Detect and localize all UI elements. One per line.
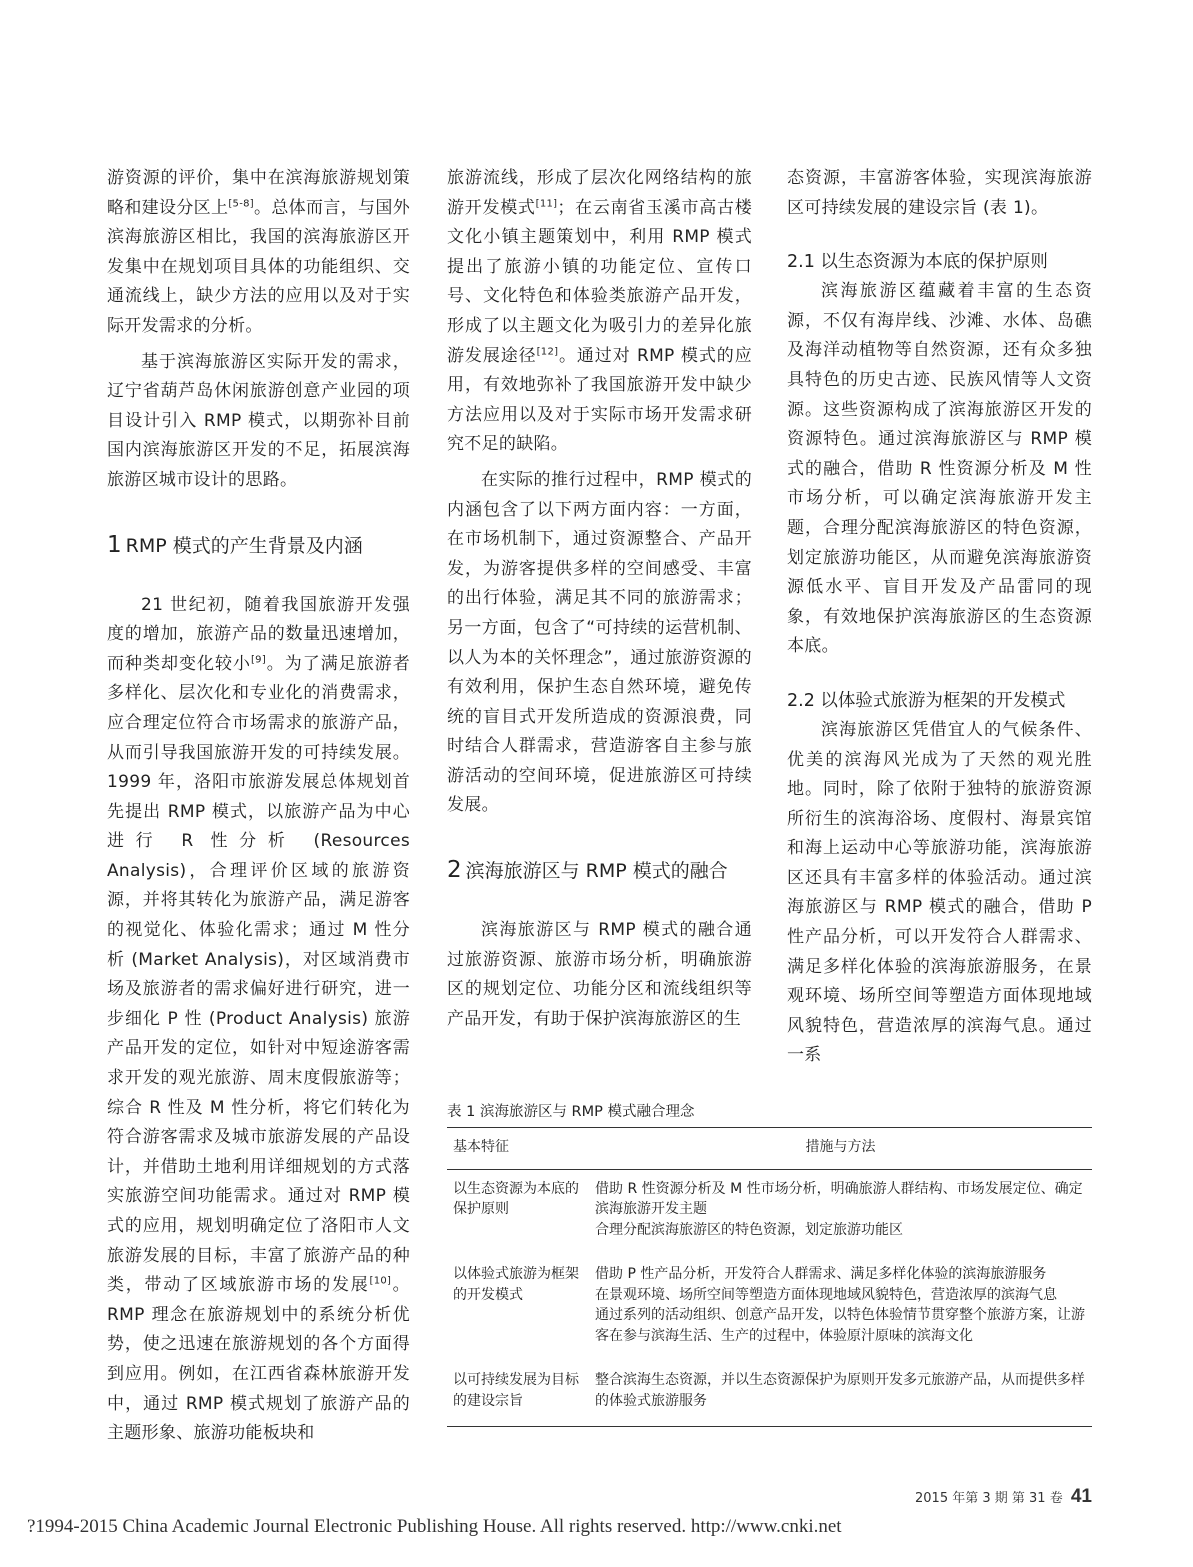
- citation: [11]: [535, 197, 558, 209]
- paragraph: 基于滨海旅游区实际开发的需求，辽宁省葫芦岛休闲旅游创意产业园的项目设计引入 RMP 模式，以期弥补目前国内滨海旅游区开发的不足，拓展滨海旅游区城市设计的思路。: [107, 351, 410, 490]
- paragraph: 21 世纪初，随着我国旅游开发强度的增加，旅游产品的数量迅速增加，而种类却变化较小[9]。为了满足旅游者多样化、层次化和专业化的消费需求，应合理定位符合市场需求的旅游产品，从而引导我国旅游开发的可持续发展。1999 年，洛阳市旅游发展总体规划首先提出 RMP 模式，以旅游产品为中心进行 R 性分析 (Resources Analysis)，合理评价区域的旅游资源，并将其转化为旅游产品，满足游客的视觉化、体验化需求；通过 M 性分析 (Market Analysis)，对区域消费市场及旅游者的需求偏好进行研究，进一步细化 P 性 (Product Analysis) 旅游产品开发的定位，如针对中短途游客需求开发的观光旅游、周末度假旅游等；综合 R 性及 M 性分析，将它们转化为符合游客需求及城市旅游发展的产品设计，并借助土地利用详细规划的方式落实旅游空间功能需求。通过对 RMP 模式的应用，规划明确定位了洛阳市人文旅游发展的目标，丰富了旅游产品的种类，带动了区域旅游市场的发展[10]。RMP 理念在旅游规划中的系统分析优势，使之迅速在旅游规划的各个方面得到应用。例如，在江西省森林旅游开发中，通过 RMP 模式规划了旅游产品的主题形象、旅游功能板块和: [107, 594, 411, 1444]
- issue-info: 2015 年第 3 期 第 31 卷: [915, 1491, 1063, 1506]
- text-column-2: [447, 164, 752, 1034]
- text-column-3: [787, 164, 1092, 1071]
- copyright-notice: ?1994-2015 China Academic Journal Electronic Publishing House. All rights reserved. http://www.cnki.net: [27, 1516, 842, 1537]
- table-cell-feature: 以可持续发展为目标的建设宗旨: [447, 1361, 589, 1427]
- measure-item: 通过系列的活动组织、创意产品开发，以特色体验情节贯穿整个旅游方案，让游客在参与滨海生活、生产的过程中，体验原汁原味的滨海文化: [595, 1307, 1085, 1344]
- citation: [9]: [250, 654, 267, 666]
- paragraph: 旅游流线，形成了层次化网络结构的旅游开发模式[11]；在云南省玉溪市高古楼文化小镇主题策划中，利用 RMP 模式提出了旅游小镇的功能定位、宣传口号、文化特色和体验类旅游产品开发，形成了以主题文化为吸引力的差异化旅游发展途径[12]。通过对 RMP 模式的应用，有效地弥补了我国旅游开发中缺少方法应用以及对于实际市场开发需求研究不足的缺陷。: [447, 168, 752, 455]
- column-header: 基本特征: [447, 1128, 589, 1170]
- citation: [10]: [369, 1275, 392, 1287]
- citation: [12]: [536, 345, 559, 357]
- table-caption: 表 1 滨海旅游区与 RMP 模式融合理念: [447, 1104, 695, 1120]
- text-column-1: [107, 164, 410, 1449]
- subsection-heading-2-1: 2.1 以生态资源为本底的保护原则: [787, 252, 1048, 273]
- measure-item: 借助 P 性产品分析，开发符合人群需求、满足多样化体验的滨海旅游服务: [595, 1266, 1047, 1282]
- table-cell-measures: [589, 1361, 1092, 1427]
- table-cell-feature: 以生态资源为本底的保护原则: [453, 1180, 579, 1217]
- table-cell-measures: [589, 1255, 1092, 1361]
- paragraph: 在实际的推行过程中，RMP 模式的内涵包含了以下两方面内容：一方面，在市场机制下，通过资源整合、产品开发，为游客提供多样的空间感受、丰富的出行体验，满足其不同的旅游需求；另一方面，包含了“可持续的运营机制、以人为本的关怀理念”，通过旅游资源的有效利用，保护生态自然环境，避免传统的盲目式开发所造成的资源浪费，同时结合人群需求，营造游客自主参与旅游活动的空间环境，促进旅游区可持续发展。: [447, 469, 752, 816]
- measure-item: 在景观环境、场所空间等塑造方面体现地域风貌特色，营造浓厚的滨海气息: [595, 1286, 1057, 1303]
- measure-item: 借助 R 性资源分析及 M 性市场分析，明确旅游人群结构、市场发展定位、确定滨海旅游开发主题: [595, 1180, 1083, 1217]
- table-1: [447, 1100, 1092, 1427]
- subsection-heading-2-2: 2.2 以体验式旅游为框架的开发模式: [787, 690, 1066, 711]
- paragraph: 态资源，丰富游客体验，实现滨海旅游区可持续发展的建设宗旨 (表 1)。: [787, 168, 1092, 218]
- measure-item: 整合滨海生态资源，并以生态资源保护为原则开发多元旅游产品，从而提供多样的体验式旅游服务: [595, 1372, 1085, 1409]
- column-header: 措施与方法: [589, 1128, 1092, 1170]
- paragraph: 游资源的评价，集中在滨海旅游规划策略和建设分区上[5-8]。总体而言，与国外滨海旅游区相比，我国的滨海旅游区开发集中在规划项目具体的功能组织、交通流线上，缺少方法的应用以及对于实际开发需求的分析。: [107, 168, 410, 336]
- table-row: [447, 1255, 1092, 1361]
- table-header-row: [447, 1128, 1092, 1170]
- citation: [5-8]: [228, 197, 254, 209]
- page-number: 41: [1070, 1486, 1092, 1507]
- paragraph: 滨海旅游区蕴藏着丰富的生态资源，不仅有海岸线、沙滩、水体、岛礁及海洋动植物等自然资源，还有众多独具特色的历史古迹、民族风情等人文资源。这些资源构成了滨海旅游区开发的资源特色。通过滨海旅游区与 RMP 模式的融合，借助 R 性资源分析及 M 性市场分析，可以确定滨海旅游开发主题，合理分配滨海旅游区的特色资源，划定旅游功能区，从而避免滨海旅游资源低水平、盲目开发及产品雷同的现象，有效地保护滨海旅游区的生态资源本底。: [787, 281, 1092, 657]
- table-cell-feature: 以体验式旅游为框架的开发模式: [453, 1266, 579, 1303]
- data-table: [447, 1127, 1092, 1427]
- section-heading-1: 1 RMP 模式的产生背景及内涵: [107, 531, 363, 558]
- table-cell-measures: [589, 1169, 1092, 1255]
- measure-item: 合理分配滨海旅游区的特色资源，划定旅游功能区: [595, 1221, 903, 1238]
- page-footer: [915, 1486, 1092, 1508]
- paragraph: 滨海旅游区与 RMP 模式的融合通过旅游资源、旅游市场分析，明确旅游区的规划定位、功能分区和流线组织等产品开发，有助于保护滨海旅游区的生: [447, 920, 752, 1029]
- paragraph: 滨海旅游区凭借宜人的气候条件、优美的滨海风光成为了天然的观光胜地。同时，除了依附于独特的旅游资源所衍生的滨海浴场、度假村、海景宾馆和海上运动中心等旅游功能，滨海旅游区还具有丰富多样的体验活动。通过滨海旅游区与 RMP 模式的融合，借助 P 性产品分析，可以开发符合人群需求、满足多样化体验的滨海旅游服务，在景观环境、场所空间等塑造方面体现地域风貌特色，营造浓厚的滨海气息。通过一系: [787, 719, 1092, 1066]
- table-row: [447, 1169, 1092, 1255]
- table-row: [447, 1361, 1092, 1427]
- section-heading-2: 2 滨海旅游区与 RMP 模式的融合: [447, 857, 728, 884]
